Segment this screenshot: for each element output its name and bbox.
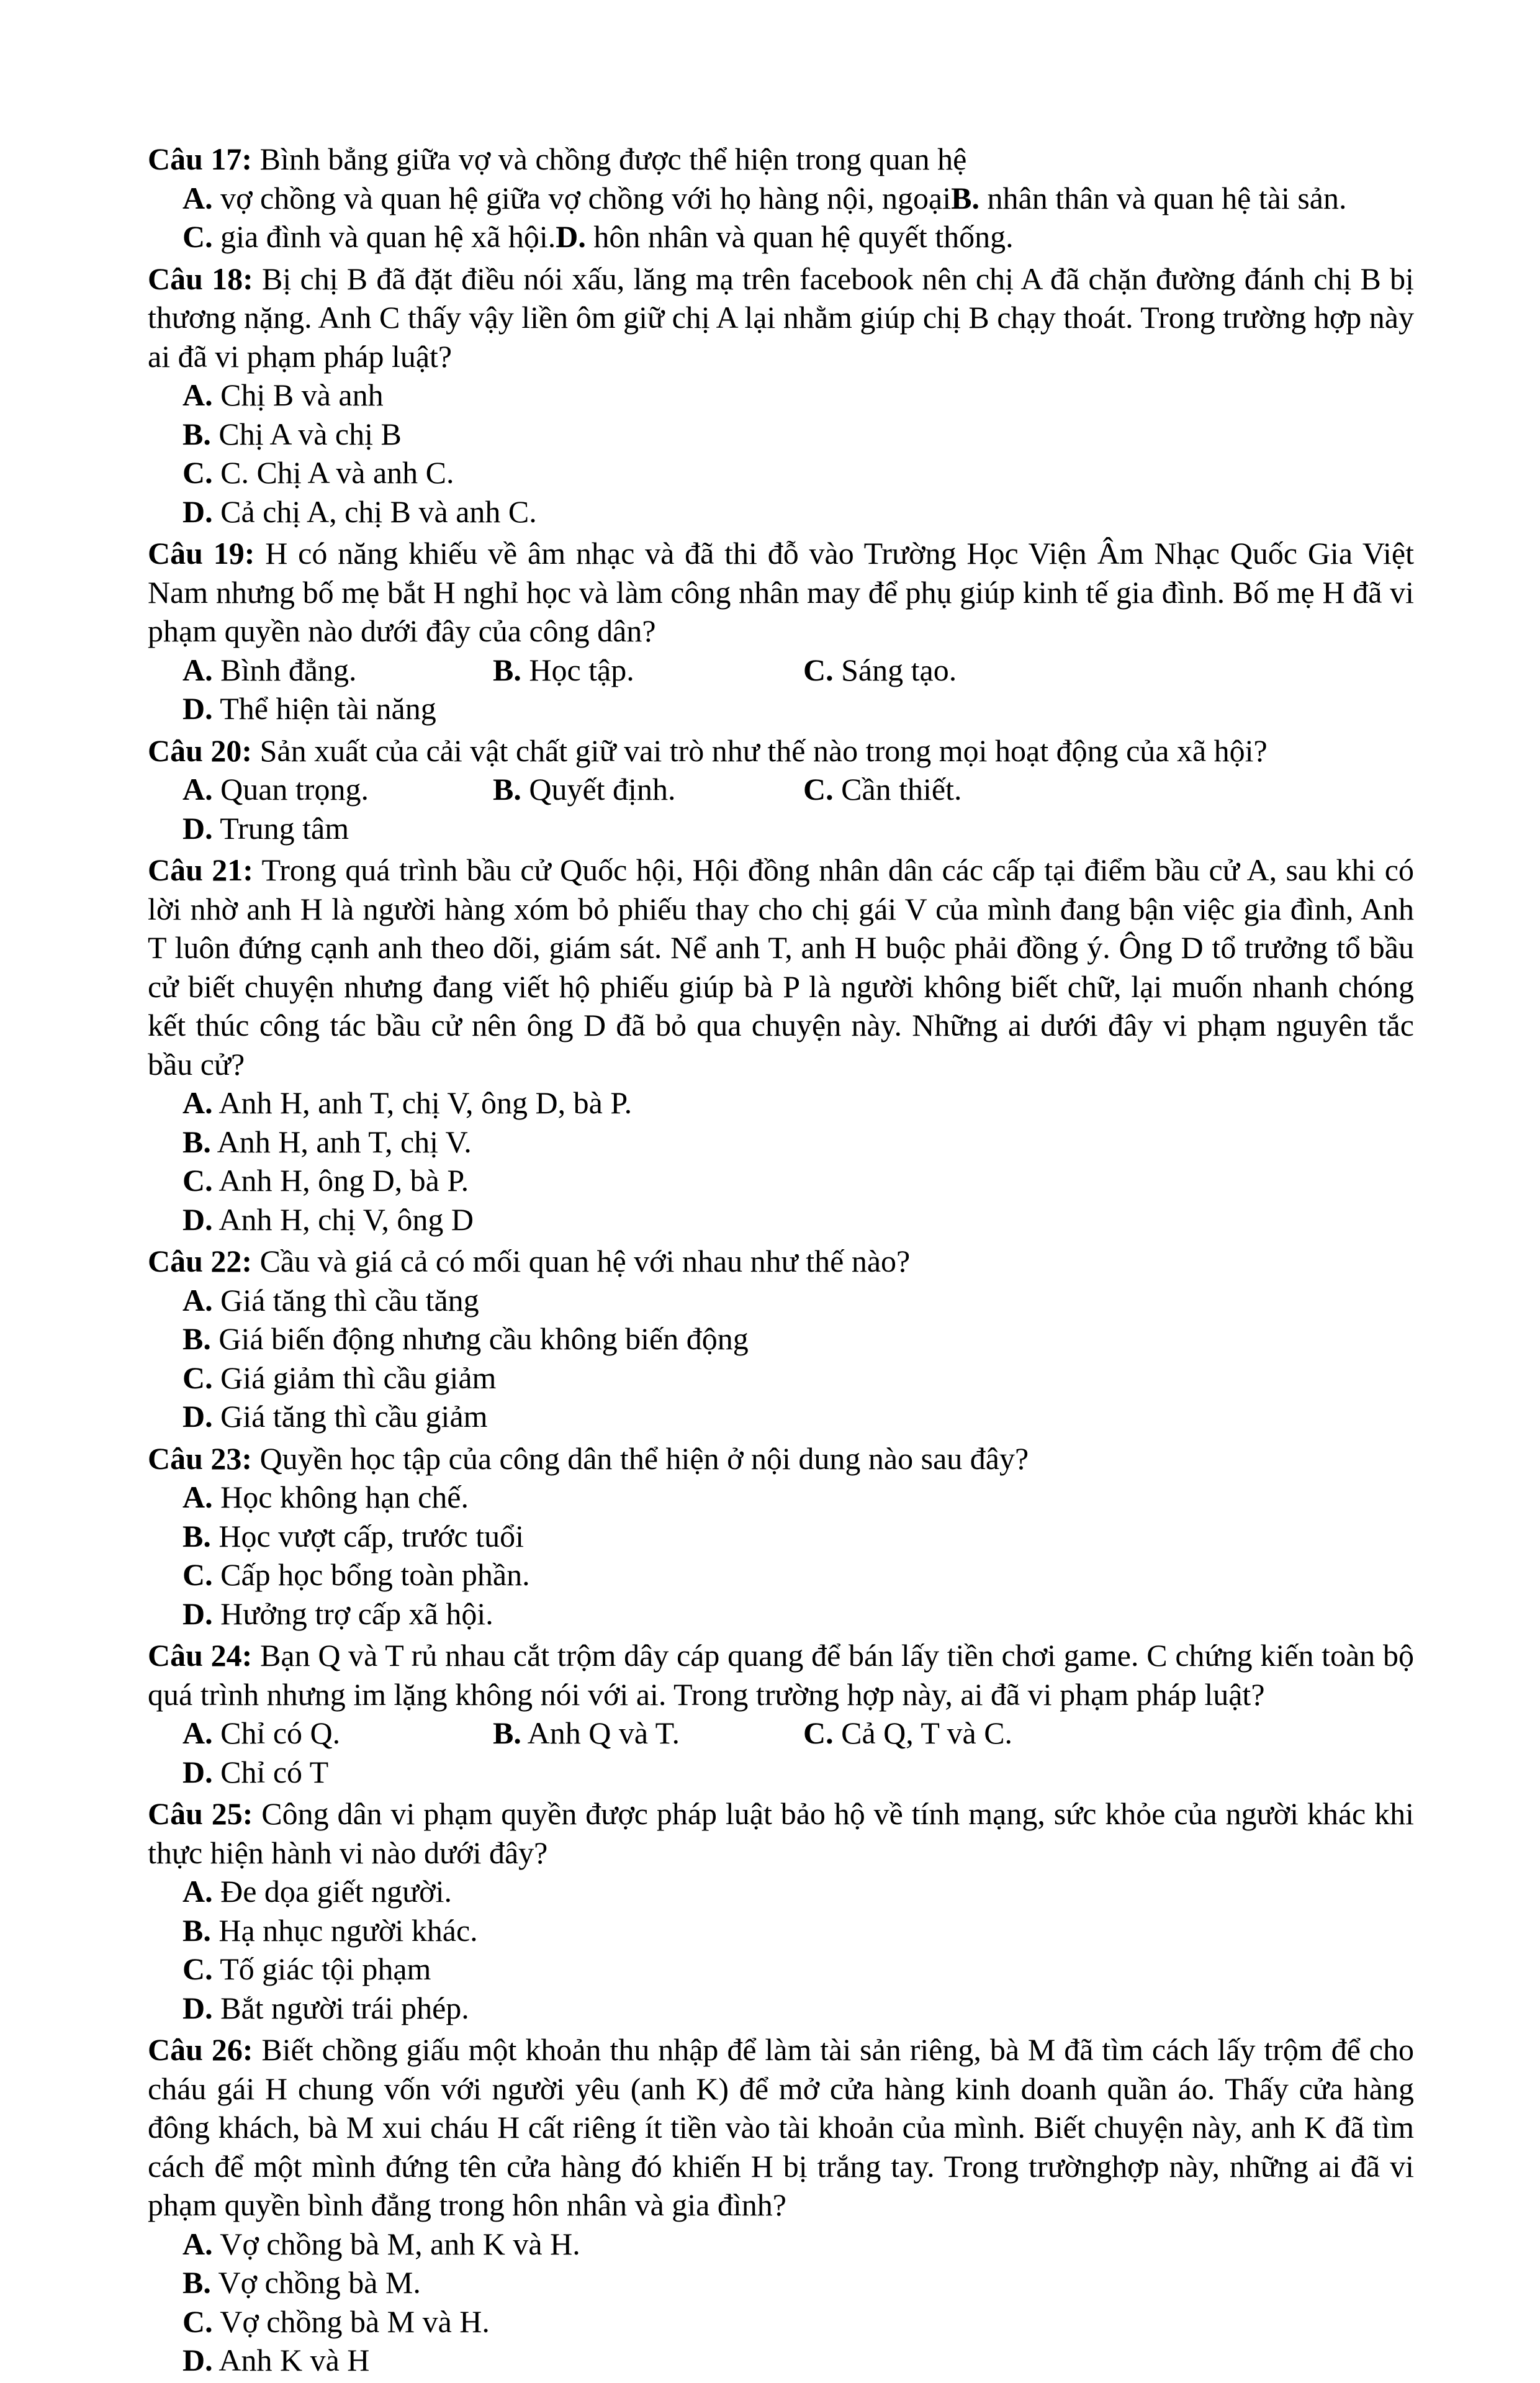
option-letter: C. xyxy=(803,772,834,807)
answer-options xyxy=(148,1083,1414,1239)
option-text: Học vượt cấp, trước tuổi xyxy=(218,1518,525,1553)
question-stem xyxy=(148,260,1414,376)
option-text: Giá tăng thì cầu tăng xyxy=(220,1282,479,1318)
answer-option xyxy=(182,179,951,218)
option-text: Quan trọng. xyxy=(220,772,369,807)
option-letter: B. xyxy=(182,1518,211,1553)
answer-option xyxy=(182,1281,803,1320)
answer-option xyxy=(182,415,803,454)
option-text: Anh H, anh T, chị V, ông D, bà P. xyxy=(218,1085,633,1120)
question-block xyxy=(148,1636,1414,1791)
option-letter: C. xyxy=(803,652,834,687)
answer-options xyxy=(148,1478,1414,1633)
option-letter: A. xyxy=(182,180,213,215)
option-text: Hưởng trợ cấp xã hội. xyxy=(220,1596,493,1631)
option-text: gia đình và quan hệ xã hội. xyxy=(220,219,556,254)
question-block xyxy=(148,1439,1414,1634)
answer-option xyxy=(182,453,803,492)
option-text: Vợ chồng bà M, anh K và H. xyxy=(220,2226,580,2261)
option-letter: B. xyxy=(182,1321,211,1356)
answer-option xyxy=(182,1555,803,1594)
option-text: Anh H, ông D, bà P. xyxy=(218,1163,469,1198)
option-text: nhân thân và quan hệ tài sản. xyxy=(987,180,1347,215)
option-letter: A. xyxy=(182,378,213,412)
answer-option xyxy=(182,1478,803,1517)
option-text: Quyết định. xyxy=(529,772,676,807)
answer-option xyxy=(182,770,493,809)
answer-options xyxy=(148,651,1414,728)
answer-option xyxy=(182,1714,493,1753)
option-letter: B. xyxy=(951,180,979,215)
answer-option xyxy=(182,2225,803,2264)
answer-options xyxy=(148,179,1414,256)
option-text: Anh H, anh T, chị V. xyxy=(217,1124,472,1159)
answer-option xyxy=(182,2302,803,2341)
option-letter: D. xyxy=(182,1399,213,1434)
option-text: Học không hạn chế. xyxy=(220,1480,469,1514)
option-letter: D. xyxy=(182,1754,213,1789)
option-letter: C. xyxy=(803,1716,834,1750)
option-text: Chị B và anh xyxy=(220,378,384,412)
option-text: Sáng tạo. xyxy=(841,652,957,687)
option-letter: B. xyxy=(493,652,521,687)
question-text: Quyền học tập của công dân thể hiện ở nội dung nào sau đây? xyxy=(259,1440,1029,1476)
answer-option xyxy=(182,1950,803,1989)
question-block xyxy=(148,140,1414,256)
answer-option xyxy=(182,1083,803,1123)
answer-options xyxy=(148,2225,1414,2380)
option-text: Giá biến động nhưng cầu không biến động xyxy=(218,1321,749,1356)
option-text: Cấp học bổng toàn phần. xyxy=(220,1557,530,1592)
option-letter: D. xyxy=(182,1596,213,1631)
answer-option xyxy=(182,1911,803,1950)
question-stem xyxy=(148,140,1414,179)
answer-option xyxy=(182,2341,803,2380)
option-letter: D. xyxy=(182,1990,213,2025)
option-text: Bình đẳng. xyxy=(220,652,357,687)
question-block xyxy=(148,260,1414,531)
option-letter: D. xyxy=(182,2343,213,2377)
answer-option xyxy=(182,1594,803,1634)
answer-option xyxy=(182,1989,803,2028)
answer-option xyxy=(182,1359,803,1398)
answer-option xyxy=(493,1714,803,1753)
question-text: Bình bẳng giữa vợ và chồng được thể hiện trong quan hệ xyxy=(259,142,967,176)
option-text: vợ chồng và quan hệ giữa vợ chồng với họ hàng nội, ngoại xyxy=(220,180,952,215)
question-text: Bị chị B đã đặt điều nói xấu, lăng mạ trên facebook nên chị A đã chặn đường đánh chị B bị thương nặng. Anh C thấy vậy liền ôm giữ chị A lại nhằm giúp chị B chạy thoát. Trong trường hợp này ai đã vi phạm pháp luật? xyxy=(148,261,1414,374)
answer-options xyxy=(148,1281,1414,1436)
question-stem xyxy=(148,534,1414,651)
option-text: Cần thiết. xyxy=(841,772,962,807)
option-letter: D. xyxy=(182,691,213,726)
question-block xyxy=(148,1794,1414,2027)
answer-option xyxy=(803,651,1114,690)
answer-option xyxy=(493,770,803,809)
question-number: Câu 17: xyxy=(148,142,253,176)
option-letter: C. xyxy=(182,1951,213,1986)
question-block xyxy=(148,534,1414,728)
answer-options xyxy=(148,1714,1414,1791)
answer-options xyxy=(148,770,1414,848)
question-stem xyxy=(148,1636,1414,1714)
answer-option xyxy=(182,689,493,728)
question-text: Trong quá trình bầu cử Quốc hội, Hội đồng nhân dân các cấp tại điểm bầu cử A, sau khi có lời nhờ anh H là người hàng xóm bỏ phiếu thay cho chị gái V của mình đang bận việc gia đình, Anh T luôn đứng cạnh anh theo dõi, giám sát. Nể anh T, anh H buộc phải đồng ý. Ông D tổ trưởng tổ bầu cử biết chuyện nhưng đang viết hộ phiếu giúp bà P là người không biết chữ, lại muốn nhanh chóng kết thúc công tác bầu cử nên ông D đã bỏ qua chuyện này. Những ai dưới đây vi phạm nguyên tắc bầu cử? xyxy=(148,852,1414,1082)
option-letter: B. xyxy=(182,1124,211,1159)
option-letter: D. xyxy=(182,494,213,529)
question-text: Biết chồng giấu một khoản thu nhập để làm tài sản riêng, bà M đã tìm cách lấy trộm để cho cháu gái H chung vốn với người yêu (anh K) để mở cửa hàng kinh doanh quần áo. Thấy cửa hàng đông khách, bà M xui cháu H cất riêng ít tiền vào tài khoản của mình. Biết chuyện này, anh K đã tìm cách để một mình đứng tên cửa hàng đó khiến H bị trắng tay. Trong trườnghợp này, những ai đã vi phạm quyền bình đẳng trong hôn nhân và gia đình? xyxy=(148,2032,1415,2222)
option-letter: A. xyxy=(182,1716,213,1750)
option-letter: B. xyxy=(182,2265,211,2300)
option-text: Trung tâm xyxy=(220,810,349,846)
option-letter: A. xyxy=(182,772,213,807)
option-letter: A. xyxy=(182,652,213,687)
option-letter: C. xyxy=(182,1557,213,1592)
question-stem xyxy=(148,2030,1414,2225)
option-letter: B. xyxy=(493,1716,521,1750)
option-text: Tố giác tội phạm xyxy=(220,1951,431,1986)
option-text: Giá giảm thì cầu giảm xyxy=(220,1360,497,1395)
option-letter: C. xyxy=(182,219,213,254)
answer-option xyxy=(182,651,493,690)
question-text: Công dân vi phạm quyền được pháp luật bảo hộ về tính mạng, sức khỏe của người khác khi thực hiện hành vi nào dưới đây? xyxy=(148,1796,1414,1870)
option-letter: A. xyxy=(182,2226,213,2261)
answer-option xyxy=(182,1319,803,1359)
answer-option xyxy=(182,1200,803,1239)
answer-option xyxy=(182,1123,803,1162)
option-text: Hạ nhục người khác. xyxy=(218,1912,478,1948)
answer-option xyxy=(182,492,803,531)
question-number: Câu 26: xyxy=(148,2032,253,2067)
option-text: Vợ chồng bà M và H. xyxy=(220,2304,490,2339)
option-text: Chỉ có Q. xyxy=(220,1716,341,1750)
answer-option xyxy=(803,1714,1114,1753)
option-letter: B. xyxy=(182,416,211,451)
question-stem xyxy=(148,851,1414,1083)
question-number: Câu 24: xyxy=(148,1638,253,1673)
answer-option xyxy=(493,651,803,690)
option-text: Đe dọa giết người. xyxy=(220,1874,453,1909)
answer-option xyxy=(182,1161,803,1200)
option-letter: D. xyxy=(182,810,213,846)
answer-option xyxy=(556,217,1013,256)
question-text: Bạn Q và T rủ nhau cắt trộm dây cáp quang để bán lấy tiền chơi game. C chứng kiến toàn bộ quá trình nhưng im lặng không nói với ai. Trong trường hợp này, ai đã vi phạm pháp luật? xyxy=(148,1638,1414,1712)
option-text: Giá tăng thì cầu giảm xyxy=(220,1399,488,1434)
option-text: Anh Q và T. xyxy=(527,1716,680,1750)
option-letter: D. xyxy=(556,219,586,254)
option-text: Vợ chồng bà M. xyxy=(218,2265,421,2300)
question-stem xyxy=(148,1242,1414,1281)
question-number: Câu 22: xyxy=(148,1244,253,1278)
answer-option xyxy=(182,1397,803,1436)
question-text: Cầu và giá cả có mối quan hệ với nhau như thế nào? xyxy=(259,1244,911,1278)
option-letter: A. xyxy=(182,1085,213,1120)
answer-option xyxy=(182,376,803,415)
option-letter: C. xyxy=(182,2304,213,2339)
option-text: Bắt người trái phép. xyxy=(220,1990,469,2025)
question-number: Câu 21: xyxy=(148,852,253,887)
question-block xyxy=(148,731,1414,848)
question-number: Câu 20: xyxy=(148,733,253,768)
option-text: Chị A và chị B xyxy=(218,416,402,451)
option-letter: C. xyxy=(182,1360,213,1395)
question-number: Câu 25: xyxy=(148,1796,253,1831)
answer-options xyxy=(148,1872,1414,2027)
option-text: Cả chị A, chị B và anh C. xyxy=(220,494,537,529)
question-block xyxy=(148,1242,1414,1436)
exam-page xyxy=(148,140,1414,2383)
option-letter: B. xyxy=(493,772,521,807)
option-letter: D. xyxy=(182,1201,213,1237)
question-number: Câu 23: xyxy=(148,1440,253,1476)
option-text: Thể hiện tài năng xyxy=(220,691,436,726)
answer-option xyxy=(182,809,493,848)
option-text: Chỉ có T xyxy=(220,1754,329,1789)
question-text: H có năng khiếu về âm nhạc và đã thi đỗ vào Trường Học Viện Âm Nhạc Quốc Gia Việt Nam nhưng bố mẹ bắt H nghỉ học và làm công nhân may để phụ giúp kinh tế gia đình. Bố mẹ H đã vi phạm quyền nào dưới đây của công dân? xyxy=(148,536,1415,648)
answer-option xyxy=(182,1753,493,1792)
option-text: Anh H, chị V, ông D xyxy=(218,1201,474,1237)
question-text: Sản xuất của cải vật chất giữ vai trò như thế nào trong mọi hoạt động của xã hội? xyxy=(259,733,1268,768)
question-stem xyxy=(148,731,1414,771)
option-text: hôn nhân và quan hệ quyết thống. xyxy=(593,219,1014,254)
answer-option xyxy=(182,2263,803,2302)
question-block xyxy=(148,2030,1414,2380)
answer-option xyxy=(182,217,556,256)
option-letter: A. xyxy=(182,1480,213,1514)
answer-option xyxy=(182,1872,803,1911)
question-number: Câu 18: xyxy=(148,261,253,296)
option-letter: C. xyxy=(182,1163,213,1198)
question-stem xyxy=(148,1439,1414,1478)
option-text: Anh K và H xyxy=(218,2343,370,2377)
answer-option xyxy=(182,1517,803,1556)
answer-options xyxy=(148,376,1414,531)
question-number: Câu 19: xyxy=(148,536,255,571)
question-stem xyxy=(148,1794,1414,1872)
option-text: C. Chị A và anh C. xyxy=(220,455,454,490)
answer-option xyxy=(951,179,1346,218)
option-letter: A. xyxy=(182,1282,213,1318)
option-text: Cả Q, T và C. xyxy=(841,1716,1013,1750)
question-block xyxy=(148,851,1414,1239)
option-text: Học tập. xyxy=(529,652,634,687)
option-letter: A. xyxy=(182,1874,213,1909)
option-letter: C. xyxy=(182,455,213,490)
answer-option xyxy=(803,770,1114,809)
option-letter: B. xyxy=(182,1912,211,1948)
